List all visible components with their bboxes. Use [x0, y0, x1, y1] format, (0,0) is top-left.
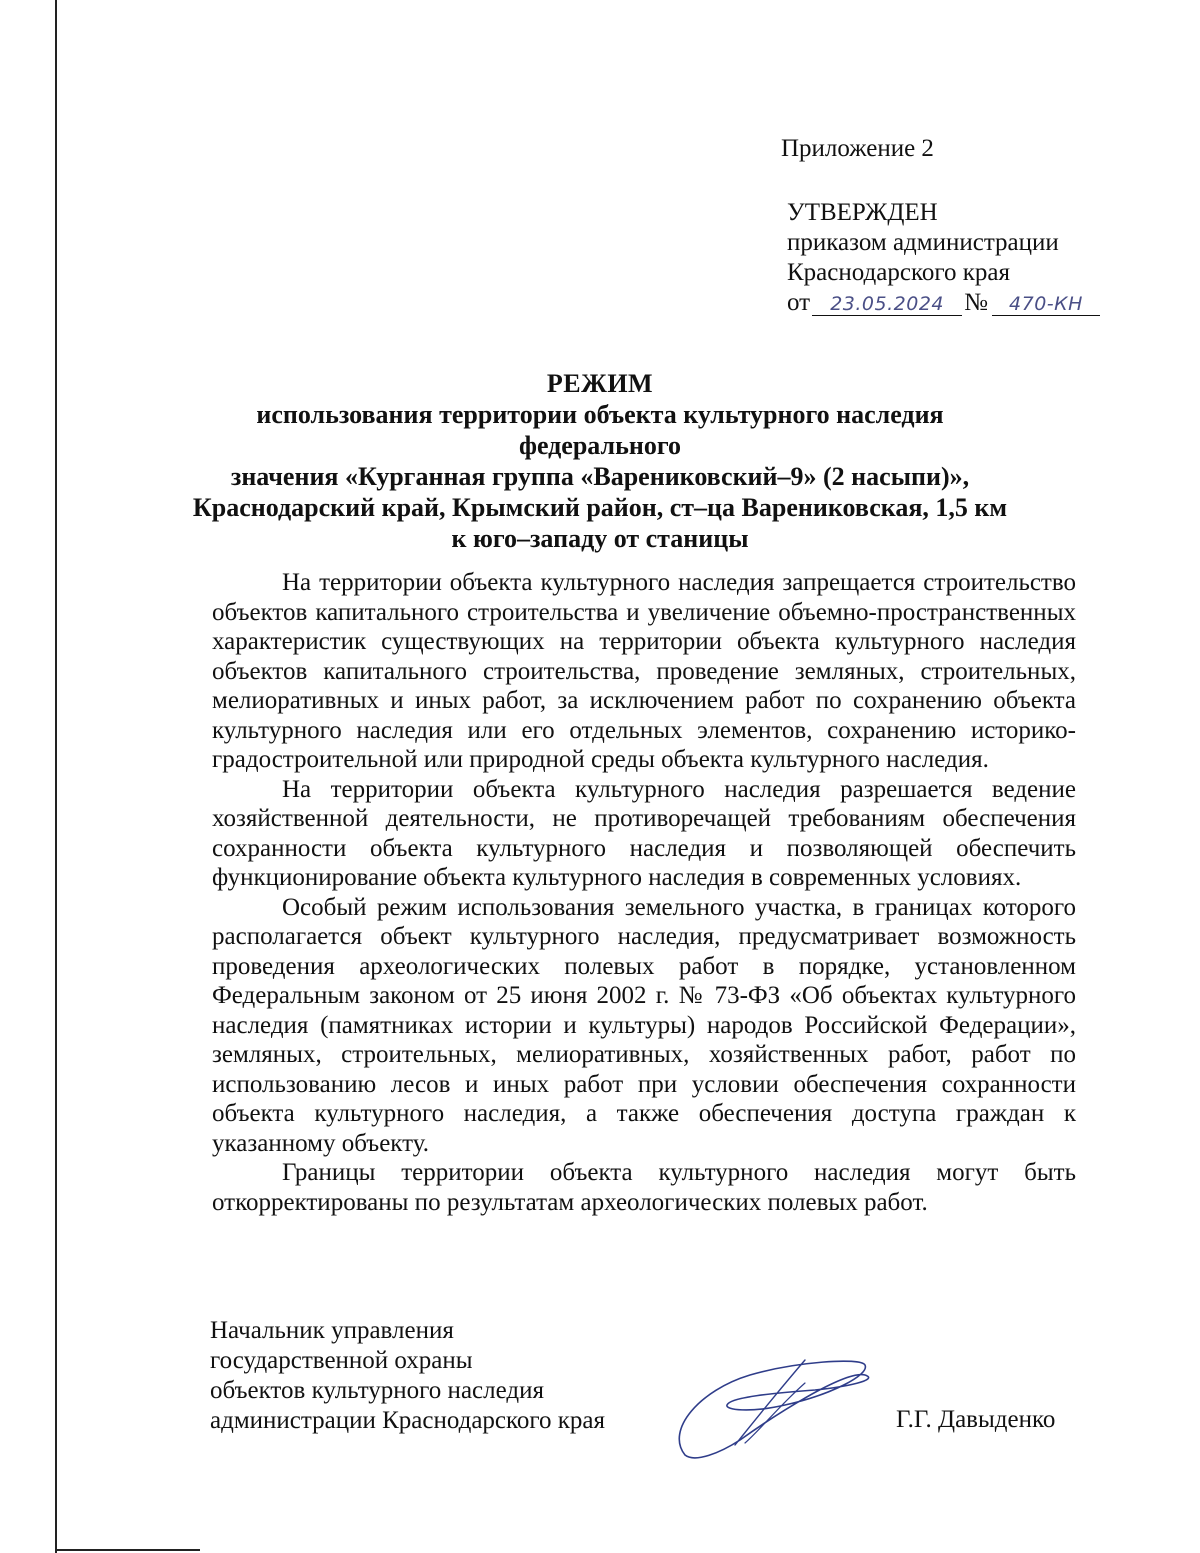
handwritten-signature [655, 1335, 885, 1465]
approval-status: УТВЕРЖДЕН [787, 199, 938, 226]
scan-edge-left [55, 0, 57, 1553]
document-body [212, 568, 1076, 1217]
number-field [992, 292, 1100, 316]
approval-date-line [787, 288, 1100, 318]
approval-block [787, 198, 1100, 318]
paragraph-4: Границы территории объекта культурного наследия могут быть откорректированы по результатам археологических полевых работ. [212, 1159, 1076, 1216]
signatory-name: Г.Г. Давыденко [896, 1406, 1056, 1433]
approval-line-1: приказом администрации [787, 229, 1059, 256]
appendix-label: Приложение 2 [781, 135, 934, 162]
signatory-position [210, 1316, 605, 1436]
position-line-2: государственной охраны [210, 1347, 473, 1374]
scan-edge-bottom [55, 1549, 200, 1551]
handwritten-number: 470-КН [1009, 293, 1083, 315]
approval-line-2: Краснодарского края [787, 259, 1010, 286]
paragraph-2: На территории объекта культурного наследия разрешается ведение хозяйственной деятельности, не противоречащей требованиям обеспечения сохранности объекта культурного наследия и позволяющей обеспечить функционирование объекта культурного наследия в современных условиях. [212, 775, 1076, 891]
paragraph-3: Особый режим использования земельного участка, в границах которого располагается объект культурного наследия, предусматривает возможность проведения археологических полевых работ в порядке, установленном Федеральным законом от 25 июня 2002 г. № 73-ФЗ «Об объектах культурного наследия (памятниках истории и культуры) народов Российской Федерации», земляных, строительных, мелиоративных, хозяйственных работ, работ по использованию лесов и иных работ при условии обеспечения сохранности объекта культурного наследия, а также обеспечения доступа граждан к указанному объекту. [212, 893, 1076, 1157]
position-line-1: Начальник управления [210, 1317, 454, 1344]
handwritten-date: 23.05.2024 [830, 293, 944, 315]
date-prefix: от [787, 289, 811, 316]
title-line-2: значения «Курганная группа «Варениковский–9» (2 насыпи)», [230, 462, 970, 491]
title-line-3: Краснодарский край, Крымский район, ст–ца Варениковская, 1,5 км [192, 493, 1008, 522]
document-title [180, 368, 1020, 554]
position-line-3: объектов культурного наследия [210, 1377, 544, 1404]
title-line-4: к юго–западу от станицы [451, 524, 749, 553]
title-main: РЕЖИМ [546, 369, 654, 398]
date-field [812, 292, 962, 316]
title-line-1: использования территории объекта культурного наследия федерального [256, 400, 944, 460]
paragraph-1: На территории объекта культурного наследия запрещается строительство объектов капитального строительства и увеличение объемно-пространственных характеристик существующих на территории объекта культурного наследия объектов капитального строительства, проведение земляных, строительных, мелиоративных и иных работ, за исключением работ по сохранению объекта культурного наследия или его отдельных элементов, сохранению историко-градостроительной или природной среды объекта культурного наследия. [212, 569, 1076, 773]
number-sign: № [964, 289, 988, 316]
position-line-4: администрации Краснодарского края [210, 1407, 606, 1434]
